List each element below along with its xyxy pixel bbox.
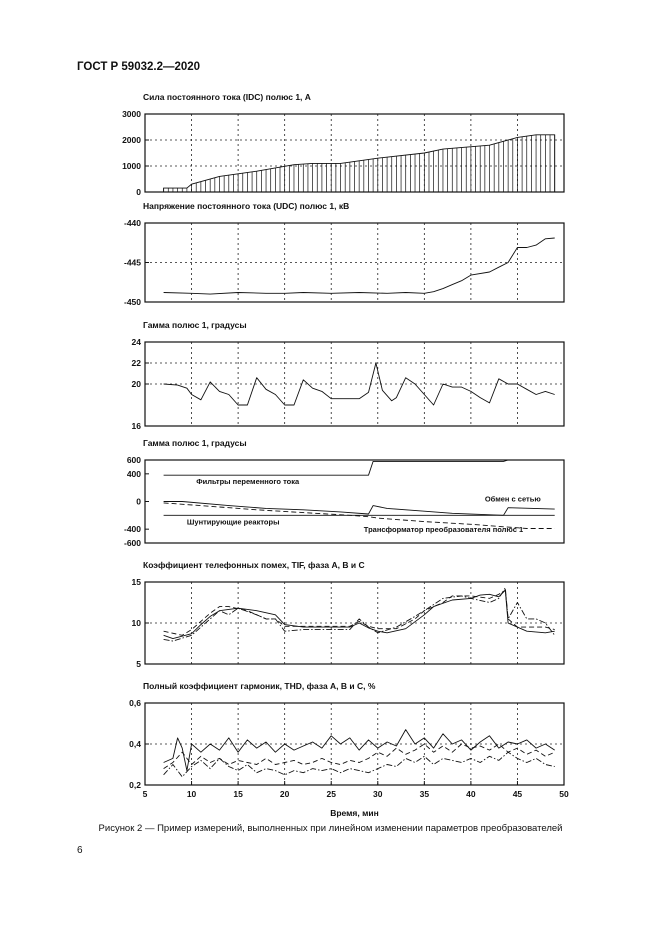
chart-annotation: Шунтирующие реакторы [186, 517, 280, 527]
series-line-1 [164, 460, 555, 475]
x-tick-label: 15 [233, 789, 243, 799]
x-tick-label: 10 [186, 789, 197, 799]
y-tick-label: 20 [131, 379, 141, 389]
chart-annotation: Фильтры переменного тока [196, 477, 300, 487]
y-tick-label: -400 [123, 524, 141, 535]
chart-panel-1 [122, 92, 564, 197]
y-tick-label: -440 [123, 218, 141, 228]
y-tick-label: 0,4 [129, 739, 141, 749]
chart-panel-6 [129, 681, 569, 818]
y-tick-label: 5 [136, 659, 141, 669]
y-tick-label: 400 [126, 468, 141, 479]
chart-title: Гамма полюс 1, градусы [143, 320, 247, 330]
x-tick-label: 35 [419, 789, 430, 799]
x-tick-label: 45 [512, 789, 523, 799]
series-line-3 [164, 752, 555, 777]
figure-caption: Рисунок 2 — Пример измерений, выполненных при линейном изменении параметров преобразователей [98, 823, 563, 834]
series-line-1 [164, 590, 555, 638]
series-line-2 [164, 744, 555, 769]
y-tick-label: 0,2 [129, 780, 141, 790]
x-tick-label: 40 [466, 789, 476, 799]
y-tick-label: 15 [131, 577, 141, 587]
y-tick-label: 3000 [122, 109, 141, 119]
y-tick-label: 1000 [122, 161, 141, 171]
chart-title: Сила постоянного тока (IDC) полюс 1, А [143, 92, 311, 102]
series-line-1 [164, 730, 555, 771]
chart-panel-3 [132, 320, 564, 431]
x-tick-label: 20 [279, 789, 290, 799]
series-line-2 [164, 590, 555, 635]
chart-title: Напряжение постоянного тока (UDC) полюс 1, кВ [143, 201, 350, 211]
y-tick-label: 0 [136, 187, 141, 197]
series-line-1 [164, 238, 555, 294]
y-tick-label: -450 [123, 297, 141, 307]
x-tick-label: 50 [559, 789, 569, 799]
series-line-2 [164, 502, 555, 516]
chart-panel-2 [124, 201, 564, 307]
y-tick-label: 2000 [122, 135, 141, 145]
chart-title: Коэффициент телефонных помех, TIF, фаза А, В и С [143, 560, 365, 570]
y-tick-label: 10 [131, 618, 141, 628]
x-tick-label: 30 [373, 789, 383, 799]
y-tick-label: 0 [136, 496, 141, 507]
document-header: ГОСТ Р 59032.2—2020 [77, 61, 201, 73]
chart-annotation: Трансформатор преобразователя полюс 1 [363, 524, 524, 534]
y-tick-label: 16 [131, 421, 141, 431]
chart-title: Гамма полюс 1, градусы [143, 438, 247, 448]
y-tick-label: 24 [131, 337, 141, 347]
chart-annotation: Обмен с сетью [484, 494, 541, 504]
y-tick-label: 22 [131, 358, 141, 368]
y-tick-label: 0,6 [129, 698, 141, 708]
page-number: 6 [77, 845, 83, 856]
y-tick-label: 600 [126, 455, 141, 465]
y-tick-label: -445 [123, 257, 141, 268]
x-axis-label: Время, мин [330, 808, 379, 818]
x-tick-label: 5 [142, 789, 148, 799]
x-tick-label: 25 [326, 789, 336, 799]
chart-panel-5 [132, 560, 564, 669]
y-tick-label: -600 [123, 538, 141, 548]
chart-title: Полный коэффициент гармоник, THD, фаза А, В и С, % [143, 681, 376, 691]
chart-panel-4 [124, 438, 564, 548]
